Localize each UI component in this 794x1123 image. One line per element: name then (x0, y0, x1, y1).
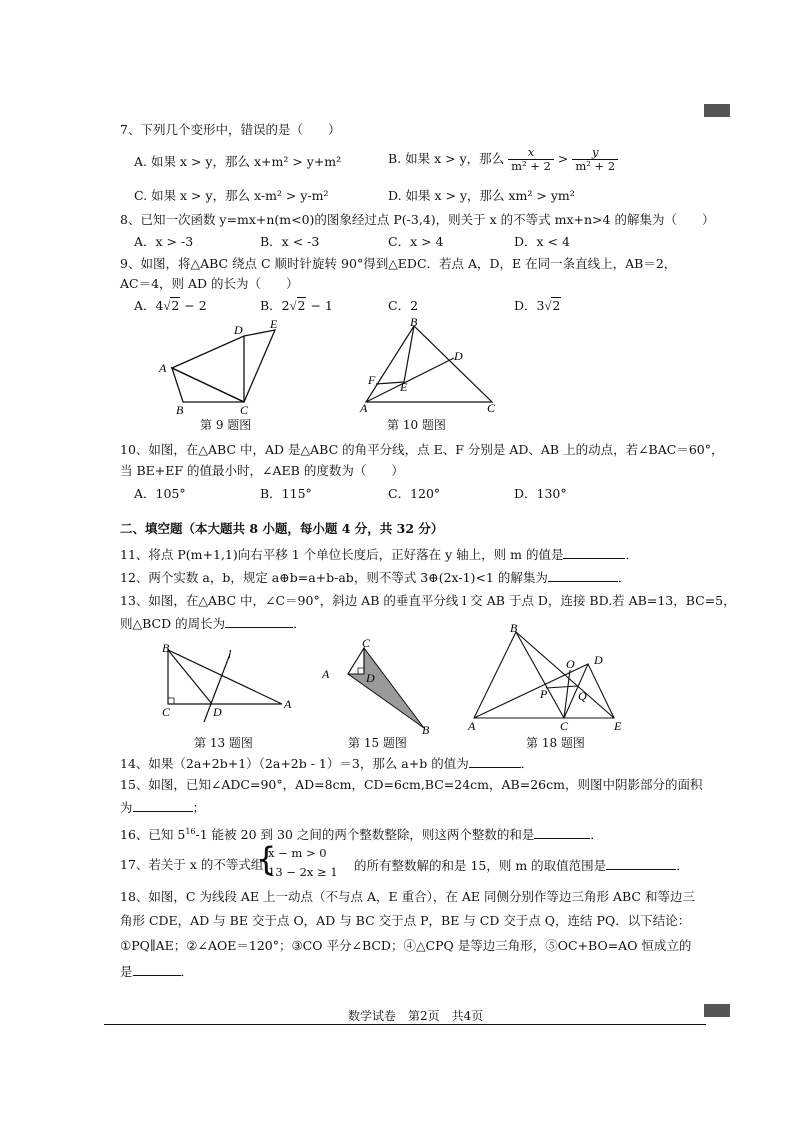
fig15-label-d: D (366, 671, 375, 685)
q7-gt-sign: > (557, 151, 569, 166)
fig18-label-q: Q (578, 689, 587, 703)
q9-stem-line1: 9、如图，将△ABC 绕点 C 顺时针旋转 90°得到△EDC．若点 A，D，E 在同一条直线上，AB＝2， (120, 256, 677, 271)
q12: 12、两个实数 a，b，规定 a⊕b=a+b-ab，则不等式 3⊕(2x-1)<1 的解集为 ． (120, 570, 631, 585)
fig18-label-o: O (566, 657, 575, 671)
fig10-caption: 第 10 题图 (387, 418, 446, 432)
q18-stem-line3: ①PQ∥AE；②∠AOE＝120°；③CO 平分∠BCD；④△CPQ 是等边三角形，⑤OC+BO=AO 恒成立的 (120, 938, 692, 953)
fig18-label-d: D (594, 653, 603, 667)
fig9-label-b: B (176, 403, 184, 416)
q8-option-c: C．x > 4 (388, 234, 444, 249)
figure-q15 (316, 634, 436, 736)
q8-stem: 8、已知一次函数 y=mx+n(m<0)的图象经过点 P(-3,4)，则关于 x 的不等式 mx+n>4 的解集为（ ） (120, 212, 715, 227)
q7-option-b (388, 146, 618, 173)
q13-answer-blank (225, 615, 293, 628)
fig9-label-d: D (234, 323, 243, 337)
corner-marker-top (704, 104, 730, 117)
q9-stem-line2: AC＝4，则 AD 的长为（ ） (120, 276, 299, 291)
footer-rule (104, 1024, 706, 1025)
fig15-label-c: C (362, 636, 371, 650)
fig10-label-b: B (410, 315, 418, 329)
fig15-label-b: B (422, 723, 430, 736)
q8-option-a: A．x > -3 (134, 234, 194, 249)
q10-option-d: D．130° (514, 486, 567, 501)
q9-option-c: C．2 (388, 298, 419, 313)
fig13-label-a: A (284, 697, 292, 711)
q7-option-b-text: B. 如果 x > y，那么 (388, 151, 505, 166)
section-fill-in-heading: 二、填空题（本大题共 8 小题，每小题 4 分，共 32 分） (120, 521, 444, 536)
q18-stem-line1: 18、如图，C 为线段 AE 上一动点（不与点 A，E 重合），在 AE 同侧分别作等边三角形 ABC 和等边三 (120, 889, 695, 904)
q11-answer-blank (563, 546, 625, 559)
fig15-label-a: A (322, 667, 330, 681)
q10-option-c: C．120° (388, 486, 441, 501)
fig9-label-a: A (159, 361, 167, 375)
q8-option-b: B．x < -3 (260, 234, 320, 249)
q17-tail: 的所有整数解的和是 15，则 m 的取值范围是 ． (354, 858, 689, 873)
fig13-label-b: B (162, 641, 170, 655)
q18-answer-blank (133, 963, 181, 976)
q13-stem-line1: 13、如图，在△ABC 中，∠C＝90°，斜边 AB 的垂直平分线 l 交 AB 于点 D，连接 BD.若 AB=13，BC=5， (120, 593, 736, 608)
figure-q18 (464, 620, 634, 734)
q10-option-b: B．115° (260, 486, 312, 501)
figure-q10 (354, 314, 504, 414)
fig9-caption: 第 9 题图 (200, 418, 252, 432)
q12-answer-blank (548, 569, 618, 582)
fig13-caption: 第 13 题图 (194, 736, 253, 750)
figure-q9 (150, 312, 290, 416)
q17-answer-blank (606, 857, 676, 870)
page-footer: 数学试卷 第2页 共4页 (348, 1009, 484, 1023)
q16-answer-blank (534, 826, 590, 839)
q14: 14、如果（2a+2b+1）（2a+2b - 1）＝3，那么 a+b 的值为 ． (120, 756, 534, 771)
q15-stem-line2: 为 ； (120, 800, 206, 815)
q17-inequality-1: x − m > 0 (268, 846, 327, 860)
q11: 11、将点 P(m+1,1)向右平移 1 个单位长度后，正好落在 y 轴上，则 m 的值是 ． (120, 547, 638, 562)
fig13-label-d: D (213, 705, 222, 719)
q10-option-a: A．105° (134, 486, 186, 501)
fig13-label-l: l (228, 647, 232, 661)
q7-fraction-1: $\frac{x}{\text{m² + 2}}$ (508, 146, 554, 173)
fig10-label-e: E (400, 380, 408, 394)
q17-inequality-2: 13 − 2x ≥ 1 (268, 865, 338, 879)
q9-option-a: A．4√2 − 2 (134, 298, 207, 313)
fig18-label-a: A (468, 719, 476, 733)
q17-stem: 17、若关于 x 的不等式组 (120, 857, 264, 872)
fig18-label-p: P (540, 687, 548, 701)
q7-option-c: C. 如果 x > y，那么 x-m² > y-m² (134, 188, 329, 203)
fig10-label-a: A (360, 401, 368, 414)
q14-answer-blank (469, 755, 521, 768)
q17-brace: { (256, 840, 277, 878)
q9-option-d: D．3√2 (514, 298, 561, 313)
figure-q13 (158, 640, 298, 724)
q10-stem-line1: 10、如图，在△ABC 中，AD 是△ABC 的角平分线，点 E、F 分别是 AD、AB 上的动点，若∠BAC＝60°， (120, 442, 724, 457)
fig18-label-b: B (510, 621, 518, 635)
q7-fraction-2: $\frac{y}{\text{m² + 2}}$ (572, 146, 618, 173)
q7-option-a: A. 如果 x > y，那么 x+m² > y+m² (134, 154, 342, 169)
fig18-label-c: C (560, 719, 569, 733)
q16: 16、已知 $5^{16}-1$ 能被 20 到 30 之间的两个整数整除，则这两个整数的和是 ． (120, 827, 603, 843)
fig10-label-d: D (454, 349, 463, 363)
fig18-label-e: E (614, 719, 622, 733)
q8-option-d: D．x < 4 (514, 234, 570, 249)
q18-stem-line2: 角形 CDE，AD 与 BE 交于点 O，AD 与 BC 交于点 P，BE 与 CD 交于点 Q，连结 PQ．以下结论： (120, 913, 691, 928)
q7-stem: 7、下列几个变形中，错误的是（ ） (120, 122, 341, 137)
q13-stem-line2: 则△BCD 的周长为 ． (120, 616, 306, 631)
q18-stem-line4: 是 ． (120, 964, 194, 979)
q15-answer-blank (133, 799, 193, 812)
fig10-label-f: F (368, 373, 376, 387)
q15-stem-line1: 15、如图，已知∠ADC=90°，AD=8cm，CD=6cm,BC=24cm，AB=26cm，则图中阴影部分的面积 (120, 777, 703, 792)
fig15-caption: 第 15 题图 (348, 736, 407, 750)
q7-option-d: D. 如果 x > y，那么 xm² > ym² (388, 188, 575, 203)
fig18-caption: 第 18 题图 (526, 736, 585, 750)
q9-option-b: B．2√2 − 1 (260, 298, 333, 313)
corner-marker-bottom (704, 1004, 730, 1017)
fig9-label-c: C (240, 403, 249, 416)
fig13-label-c: C (162, 705, 171, 719)
fig10-label-c: C (487, 401, 496, 414)
q10-stem-line2: 当 BE+EF 的值最小时，∠AEB 的度数为（ ） (120, 463, 404, 478)
fig9-label-e: E (270, 317, 278, 331)
